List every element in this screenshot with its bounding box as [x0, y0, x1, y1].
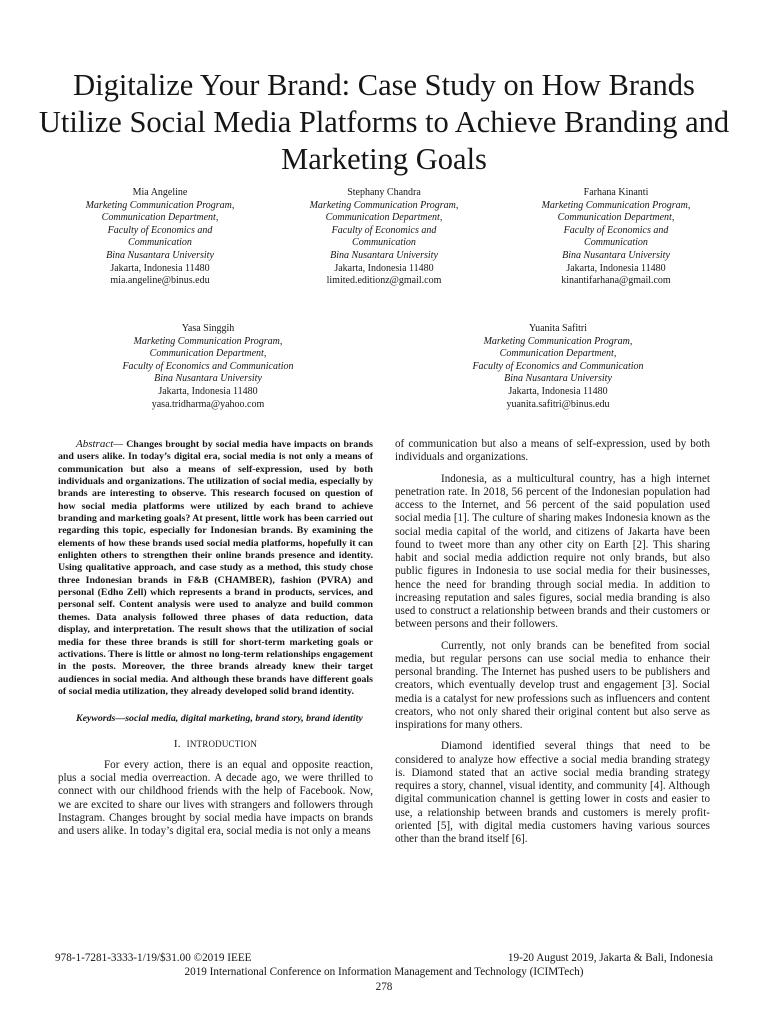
author-city: Jakarta, Indonesia 11480	[334, 262, 434, 274]
author-department: Communication Department,	[325, 212, 443, 224]
section-title: INTRODUCTION	[186, 738, 258, 749]
author-university: Bina Nusantara University	[154, 373, 262, 385]
author-university: Bina Nusantara University	[330, 249, 438, 261]
author-university: Bina Nusantara University	[106, 249, 214, 261]
footer-dates: 19-20 August 2019, Jakarta & Bali, Indonesia	[507, 952, 713, 964]
author-university: Bina Nusantara University	[504, 373, 612, 385]
author-email[interactable]: yuanita.safitri@binus.edu	[506, 398, 610, 410]
abstract	[58, 438, 373, 698]
author-block-4	[88, 323, 328, 411]
footer-conference: 2019 International Conference on Information Management and Technology (ICIMTech)	[184, 966, 584, 978]
author-program: Marketing Communication Program,	[85, 199, 235, 211]
author-name: Mia Angeline	[132, 187, 188, 198]
author-department: Communication Department,	[101, 212, 219, 224]
author-block-5	[438, 323, 678, 411]
author-email[interactable]: mia.angeline@binus.edu	[110, 275, 210, 287]
author-city: Jakarta, Indonesia 11480	[158, 385, 258, 397]
author-block-3	[511, 187, 721, 288]
page-number: 278	[375, 981, 393, 993]
author-city: Jakarta, Indonesia 11480	[508, 385, 608, 397]
author-city: Jakarta, Indonesia 11480	[566, 262, 666, 274]
author-block-1	[55, 187, 265, 288]
abstract-text: Changes brought by social media have impacts on brands and users alike. In today’s digital era, social media is not only a means of communication but also a means of self-expression, used by both individuals and organizations. The utilization of social media, especially by brands are interesting to observe. This research focused on question of how social media platforms were utilized by each brand to achieve branding and marketing goals? At present, little work has been carried out regarding this topic, especially for Indonesian brands. By examining the elements of how these brands used social media platforms, hopefully it can enlighten others to strengthen their online brands presence and identity. Using qualitative approach, and case study as a method, this study chose three Indonesian brands in F&B (CHAMBER), fashion (PVRA) and personal (Edho Zell) which represents a brand in products, services, and personal self. Content analysis were used to analyze and build common themes. Data analysis followed three phases of data reduction, data display, and interpretation. The result shows that the utilization of social media for these three brands is still for short-term marketing goals or activations. There is little or almost no long-term relationships engagement in the posts. Moreover, the three brands already knew their target audiences in social media. And although these brands have different goals of social media utilization, they already developed solid brand identity.	[58, 439, 373, 697]
author-department: Communication Department,	[557, 212, 675, 224]
author-faculty: Faculty of Economics and	[107, 224, 213, 236]
keywords: Keywords—social media, digital marketing, brand story, brand identity	[76, 713, 363, 725]
author-email[interactable]: yasa.tridharma@yahoo.com	[151, 398, 265, 410]
paragraph-1: For every action, there is an equal and opposite reaction, plus a social media overreaction. A decade ago, we were thrilled to connect with our childhood friends with the help of Facebook. Now, we are excited to share our lives with strangers and followers through Instagram. Changes brought by social media have impacts on brands and users alike. In today’s digital era, social media is not only a means	[58, 758, 373, 838]
abstract-label: Abstract—	[76, 438, 124, 450]
author-faculty: Faculty of Economics and Communication	[122, 360, 294, 372]
author-program: Marketing Communication Program,	[483, 335, 633, 347]
author-faculty-cont: Communication	[128, 237, 192, 249]
author-faculty: Faculty of Economics and	[331, 224, 437, 236]
right-column	[395, 438, 710, 854]
author-block-2	[279, 187, 489, 288]
author-program: Marketing Communication Program,	[133, 335, 283, 347]
author-faculty-cont: Communication	[352, 237, 416, 249]
section-heading	[58, 738, 373, 751]
author-name: Yasa Singgih	[181, 323, 235, 334]
author-name: Stephany Chandra	[347, 187, 421, 198]
author-faculty: Faculty of Economics and Communication	[472, 360, 644, 372]
author-program: Marketing Communication Program,	[541, 199, 691, 211]
author-department: Communication Department,	[499, 348, 617, 360]
author-email[interactable]: kinantifarhana@gmail.com	[561, 275, 671, 287]
author-name: Farhana Kinanti	[583, 187, 649, 198]
author-university: Bina Nusantara University	[562, 249, 670, 261]
paper-title: Digitalize Your Brand: Case Study on How Brands Utilize Social Media Platforms to Achieve Branding and Marketing Goals	[38, 68, 730, 176]
left-column	[58, 438, 373, 846]
author-city: Jakarta, Indonesia 11480	[110, 262, 210, 274]
author-faculty-cont: Communication	[584, 237, 648, 249]
paragraph-2: Indonesia, as a multicultural country, has a high internet penetration rate. In 2018, 56 percent of the Indonesian population had access to the Internet, and 56 percent of the said population used social media [1]. The culture of sharing makes Indonesia known as the social media capital of the world, and citizens of Jakarta have been found to tweet more than any other city on Earth [2]. This sharing habit and social media addiction require not only brands, but also public figures in Indonesia to use social media for their businesses, hence the need for branding through social media. In addition to increasing reputation and sales figures, social media branding is also used to construct a relationship between brands and their customers or between persons and their followers.	[395, 472, 710, 631]
section-number: I.	[173, 737, 181, 750]
paragraph-4: Diamond identified several things that need to be considered to analyze how effective a social media branding strategy is. Diamond stated that an active social media branding strategy requires a story, channel, visual identity, and community [4]. Although digital communication channel is getting lower in costs and easier to use, a relationship between brands and customers is merely profit-oriented [5], with digital media customers having various sources other than the brand itself [6].	[395, 740, 710, 845]
author-program: Marketing Communication Program,	[309, 199, 459, 211]
footer-isbn: 978-1-7281-3333-1/19/$31.00 ©2019 IEEE	[55, 952, 252, 964]
paragraph-3: Currently, not only brands can be benefited from social media, but regular persons can use social media to enhance their personal branding. The Internet has pushed users to be publishers and creators, which eventually develop trust and engagement [3]. Social media is a catalyst for new professions such as influencers and content creators, who not only shared their original content but also serve as inspirations for many others.	[395, 639, 710, 731]
author-department: Communication Department,	[149, 348, 267, 360]
paragraph-1-continued: of communication but also a means of self-expression, used by both individuals and organizations.	[395, 438, 710, 464]
author-email[interactable]: limited.editionz@gmail.com	[326, 275, 442, 287]
author-name: Yuanita Safitri	[528, 323, 588, 334]
author-faculty: Faculty of Economics and	[563, 224, 669, 236]
